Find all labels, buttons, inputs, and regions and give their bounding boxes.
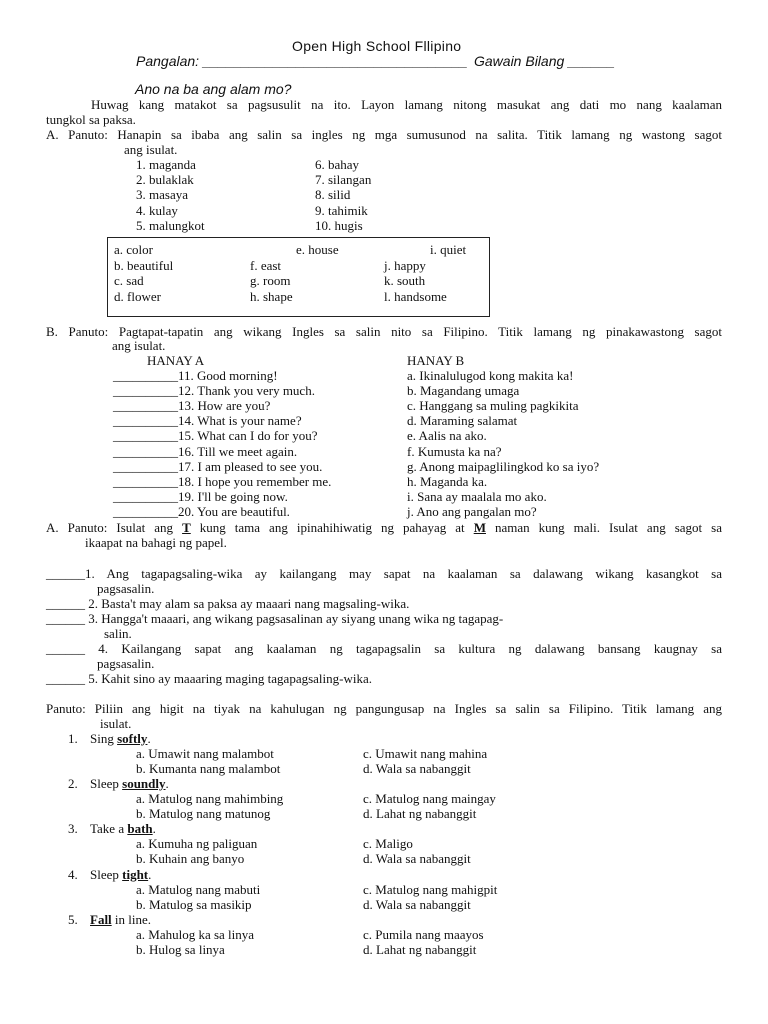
key-word: soundly: [122, 776, 166, 792]
section-c-instruction-2: ikaapat na bahagi ng papel.: [85, 535, 227, 550]
english-phrase: 15. What can I do for you?: [178, 428, 318, 444]
hanay-a-heading: HANAY A: [147, 353, 205, 368]
option-c[interactable]: c. Umawit nang mahina: [363, 746, 488, 761]
activity-blank[interactable]: ______: [568, 53, 615, 69]
key-word: Fall: [90, 911, 112, 927]
activity-label: Gawain Bilang: [474, 53, 565, 69]
option-d[interactable]: d. Wala sa nabanggit: [363, 761, 471, 776]
filipino-phrase: h. Maganda ka.: [407, 473, 488, 489]
answer-blank[interactable]: __________: [113, 503, 178, 519]
option-b[interactable]: b. Matulog nang matunog: [136, 806, 271, 822]
question-text: Sleep soundly.: [90, 776, 169, 792]
tf-item[interactable]: ______ 2. Basta't may alam sa paksa ay maaari nang magsaling-wika.: [46, 596, 410, 611]
choice-item: k. south: [384, 273, 426, 288]
word-item: 8. silid: [315, 187, 351, 203]
choice-item: i. quiet: [430, 242, 467, 257]
english-phrase: 11. Good morning!: [178, 368, 278, 383]
question-text: Sing softly.: [90, 731, 151, 746]
name-blank[interactable]: __________________________________: [202, 53, 468, 69]
question-number: 5.: [68, 911, 78, 927]
page-title: Open High School Fllipino: [292, 38, 462, 54]
question-text: Fall in line.: [90, 911, 152, 927]
matching-item[interactable]: [113, 489, 288, 504]
option-d[interactable]: d. Lahat ng nabanggit: [363, 941, 477, 957]
filipino-phrase: g. Anong maipaglilingkod ko sa iyo?: [407, 458, 600, 474]
answer-blank[interactable]: __________: [113, 473, 178, 489]
english-phrase: 12. Thank you very much.: [178, 383, 315, 399]
answer-blank[interactable]: __________: [113, 413, 178, 429]
english-phrase: 14. What is your name?: [178, 413, 302, 429]
question-number: 3.: [68, 821, 78, 837]
false-letter: M: [473, 520, 486, 535]
matching-item[interactable]: [113, 504, 290, 519]
english-phrase: 19. I'll be going now.: [178, 488, 288, 504]
answer-blank[interactable]: __________: [113, 428, 178, 444]
english-phrase: 20. You are beautiful.: [178, 503, 290, 519]
tf-item[interactable]: ______1. Ang tagapagsaling-wika ay kailangang may sapat na kaalaman sa dalawang wikang kasangkot sa: [46, 566, 722, 581]
choice-item: f. east: [250, 257, 282, 273]
section-d-instruction-2: isulat.: [100, 716, 132, 731]
filipino-phrase: i. Sana ay maalala mo ako.: [407, 488, 547, 504]
option-b[interactable]: b. Kumanta nang malambot: [136, 761, 281, 776]
option-d[interactable]: d. Wala sa nabanggit: [363, 851, 471, 867]
answer-blank[interactable]: __________: [113, 368, 178, 383]
choice-item: e. house: [296, 242, 339, 257]
option-c[interactable]: c. Maligo: [363, 836, 413, 852]
word-item: 4. kulay: [136, 202, 178, 218]
option-a[interactable]: a. Matulog nang mahimbing: [136, 791, 284, 807]
key-word: tight: [122, 866, 149, 882]
option-d[interactable]: d. Lahat ng nabanggit: [363, 806, 477, 822]
name-line[interactable]: [136, 53, 468, 69]
english-phrase: 16. Till we meet again.: [178, 443, 298, 459]
option-a[interactable]: a. Mahulog ka sa linya: [136, 926, 255, 942]
intro-line-2: tungkol sa paksa.: [46, 112, 136, 127]
section-a-instruction: A. Panuto: Hanapin sa ibaba ang salin sa ingles ng mga sumusunod na salita. Titik lamang ng wastong sagot: [46, 127, 722, 142]
option-b[interactable]: b. Matulog sa masikip: [136, 896, 252, 912]
option-a[interactable]: a. Umawit nang malambot: [136, 746, 274, 761]
word-item: 3. masaya: [136, 187, 188, 203]
filipino-phrase: b. Magandang umaga: [407, 383, 520, 399]
filipino-phrase: d. Maraming salamat: [407, 413, 518, 429]
option-b[interactable]: b. Hulog sa linya: [136, 941, 225, 957]
choice-item: b. beautiful: [114, 257, 174, 273]
answer-blank[interactable]: __________: [113, 488, 178, 504]
name-label: Pangalan:: [136, 53, 200, 69]
key-word: softly: [117, 731, 148, 746]
tf-item[interactable]: ______ 5. Kahit sino ay maaaring maging tagapagsaling-wika.: [46, 671, 373, 686]
english-phrase: 13. How are you?: [178, 398, 271, 414]
option-c[interactable]: c. Matulog nang maingay: [363, 791, 496, 807]
section-d-instruction: Panuto: Piliin ang higit na tiyak na kahulugan ng pangungusap na Ingles sa salin sa Filipino. Titik lamang ang: [46, 701, 722, 716]
option-c[interactable]: c. Pumila nang maayos: [363, 926, 484, 942]
matching-item[interactable]: [113, 368, 278, 383]
section-a-instruction-2: ang isulat.: [124, 142, 178, 157]
filipino-phrase: f. Kumusta ka na?: [407, 443, 502, 459]
matching-item[interactable]: [113, 444, 297, 459]
filipino-phrase: c. Hanggang sa muling pagkikita: [407, 398, 579, 414]
hanay-b-heading: HANAY B: [407, 353, 465, 368]
filipino-phrase: j. Ano ang pangalan mo?: [407, 503, 537, 519]
choice-item: l. handsome: [384, 288, 447, 304]
choice-item: h. shape: [250, 288, 293, 304]
question-number: 4.: [68, 866, 78, 882]
matching-item[interactable]: [113, 398, 270, 413]
option-a[interactable]: a. Matulog nang mabuti: [136, 881, 261, 897]
choice-item: d. flower: [114, 288, 161, 304]
tf-item-continued: pagsasalin.: [97, 656, 155, 671]
english-phrase: 18. I hope you remember me.: [178, 473, 332, 489]
answer-blank[interactable]: __________: [113, 443, 178, 459]
english-phrase: 17. I am pleased to see you.: [178, 458, 323, 474]
choice-item: j. happy: [384, 257, 426, 273]
question-number: 2.: [68, 776, 78, 792]
option-a[interactable]: a. Kumuha ng paliguan: [136, 836, 258, 852]
option-d[interactable]: d. Wala sa nabanggit: [363, 896, 471, 912]
matching-item[interactable]: [113, 383, 315, 398]
choice-item: g. room: [250, 273, 291, 288]
question-text: Sleep tight.: [90, 866, 152, 882]
matching-item[interactable]: [113, 413, 302, 428]
activity-line[interactable]: [474, 53, 615, 69]
intro-heading: Ano na ba ang alam mo?: [135, 81, 292, 97]
tf-item[interactable]: ______ 4. Kailangang sapat ang kaalaman ng tagapagsalin sa kultura ng dalawang bansang kaugnay sa: [46, 641, 722, 656]
word-item: 7. silangan: [315, 172, 372, 188]
word-item: 1. maganda: [136, 157, 196, 172]
word-item: 2. bulaklak: [136, 172, 194, 188]
matching-item[interactable]: [113, 474, 331, 489]
tf-item-continued: pagsasalin.: [97, 581, 155, 596]
option-c[interactable]: c. Matulog nang mahigpit: [363, 881, 498, 897]
word-item: 9. tahimik: [315, 202, 368, 218]
word-item: 6. bahay: [315, 157, 360, 172]
word-item: 5. malungkot: [136, 217, 205, 233]
matching-item[interactable]: [113, 428, 317, 443]
matching-item[interactable]: [113, 459, 322, 474]
choice-item: a. color: [114, 242, 153, 257]
question-number: 1.: [68, 731, 78, 746]
intro-line-1: Huwag kang matakot sa pagsusulit na ito. Layon lamang nitong masukat ang dati mo nang kaalaman: [91, 97, 722, 112]
answer-blank[interactable]: __________: [113, 383, 178, 399]
key-word: bath: [127, 821, 153, 837]
answer-blank[interactable]: __________: [113, 458, 178, 474]
answer-blank[interactable]: __________: [113, 398, 178, 414]
section-b-instruction-2: ang isulat.: [112, 338, 166, 353]
option-b[interactable]: b. Kuhain ang banyo: [136, 851, 245, 867]
tf-item[interactable]: ______ 3. Hangga't maaari, ang wikang pagsasalinan ay siyang unang wika ng tagapag-: [46, 611, 504, 626]
question-text: Take a bath.: [90, 821, 156, 837]
section-c-instruction: A. Panuto: Isulat ang T kung tama ang ipinahihiwatig ng pahayag at M naman kung mali. Isulat ang sagot sa: [46, 520, 722, 535]
section-b-instruction: B. Panuto: Pagtapat-tapatin ang wikang Ingles sa salin nito sa Filipino. Titik lamang ng pinakawastong sagot: [46, 324, 722, 339]
true-letter: T: [182, 520, 191, 535]
filipino-phrase: a. Ikinalulugod kong makita ka!: [407, 368, 574, 383]
tf-item-continued: salin.: [104, 626, 132, 641]
filipino-phrase: e. Aalis na ako.: [407, 428, 487, 444]
choice-item: c. sad: [114, 273, 144, 288]
word-item: 10. hugis: [315, 217, 363, 233]
